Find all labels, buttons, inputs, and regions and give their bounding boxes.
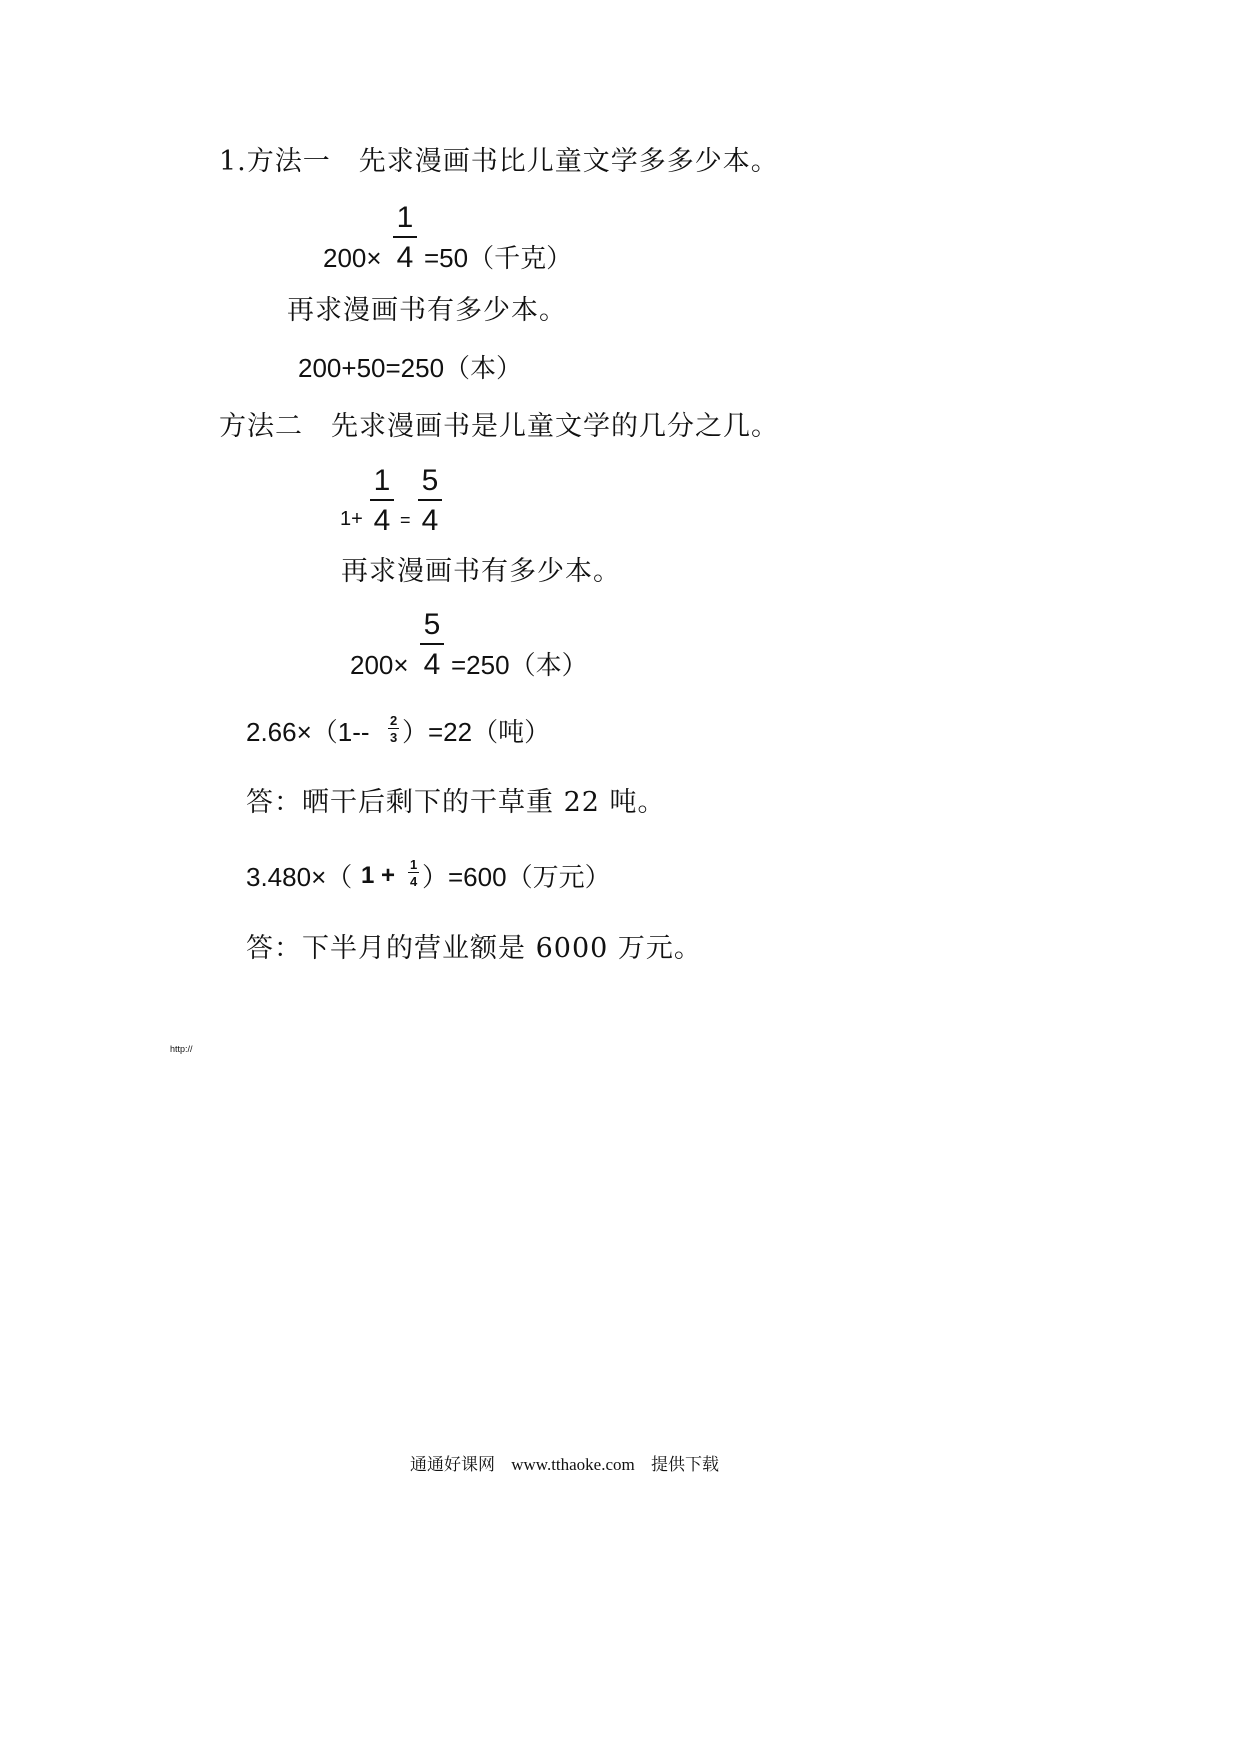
fraction-bar [418, 499, 442, 501]
fraction-bar [393, 236, 417, 238]
q3-expr-right: ）=600（万元） [422, 862, 611, 892]
footer [410, 1456, 719, 1474]
fraction-numerator: 1 [410, 857, 418, 872]
fraction-five-quarters [420, 610, 444, 680]
q2-expr-left: 2.66×（1-- [246, 717, 370, 747]
m2-step1-left: 1+ [340, 508, 363, 530]
fraction-denominator: 3 [390, 730, 398, 745]
fraction-denominator: 4 [373, 504, 391, 537]
fraction-one-quarter [408, 858, 419, 888]
m1-step1-left: 200× [323, 243, 382, 273]
fraction-numerator: 5 [423, 608, 441, 641]
stray-http-text: http:// [170, 1044, 193, 1054]
fraction-bar [420, 643, 444, 645]
q1-method2-heading: 方法二 先求漫画书是儿童文学的几分之几。 [219, 411, 779, 442]
fraction-five-quarters [418, 466, 442, 536]
footer-url: www.tthaoke.com [511, 1455, 635, 1474]
q1-method1-heading: 1.方法一 先求漫画书比儿童文学多多少本。 [219, 146, 779, 177]
fraction-denominator: 4 [421, 504, 439, 537]
fraction-denominator: 4 [396, 241, 414, 274]
fraction-numerator: 1 [396, 201, 414, 234]
fraction-numerator: 1 [373, 464, 391, 497]
q2-expr-right: ）=22（吨） [402, 717, 551, 747]
fraction-bar [388, 728, 399, 729]
m2-step2-heading: 再求漫画书有多少本。 [341, 556, 621, 587]
m1-step1-right: =50（千克） [424, 243, 573, 273]
m2-step2-left: 200× [350, 650, 409, 680]
q2-answer: 答：晒干后剩下的干草重 22 吨。 [246, 787, 666, 818]
q3-answer: 答：下半月的营业额是 6000 万元。 [246, 933, 702, 964]
fraction-two-thirds [388, 714, 399, 744]
m1-step2-equation: 200+50=250（本） [298, 353, 523, 383]
footer-suffix: 提供下载 [650, 1455, 719, 1475]
q3-expr-left: 3.480×（ [246, 862, 353, 892]
footer-site-name: 通通好课网 [410, 1455, 495, 1475]
fraction-denominator: 4 [410, 874, 418, 889]
m2-step2-right: =250（本） [451, 650, 588, 680]
fraction-numerator: 5 [421, 464, 439, 497]
fraction-bar [370, 499, 394, 501]
m2-step1-equals: = [400, 510, 411, 530]
fraction-denominator: 4 [423, 648, 441, 681]
m1-step2-heading: 再求漫画书有多少本。 [287, 295, 567, 326]
q3-expr-one-plus: 1 + [361, 862, 396, 889]
fraction-one-quarter [393, 203, 417, 273]
fraction-bar [408, 872, 419, 873]
fraction-one-quarter [370, 466, 394, 536]
fraction-numerator: 2 [390, 713, 398, 728]
